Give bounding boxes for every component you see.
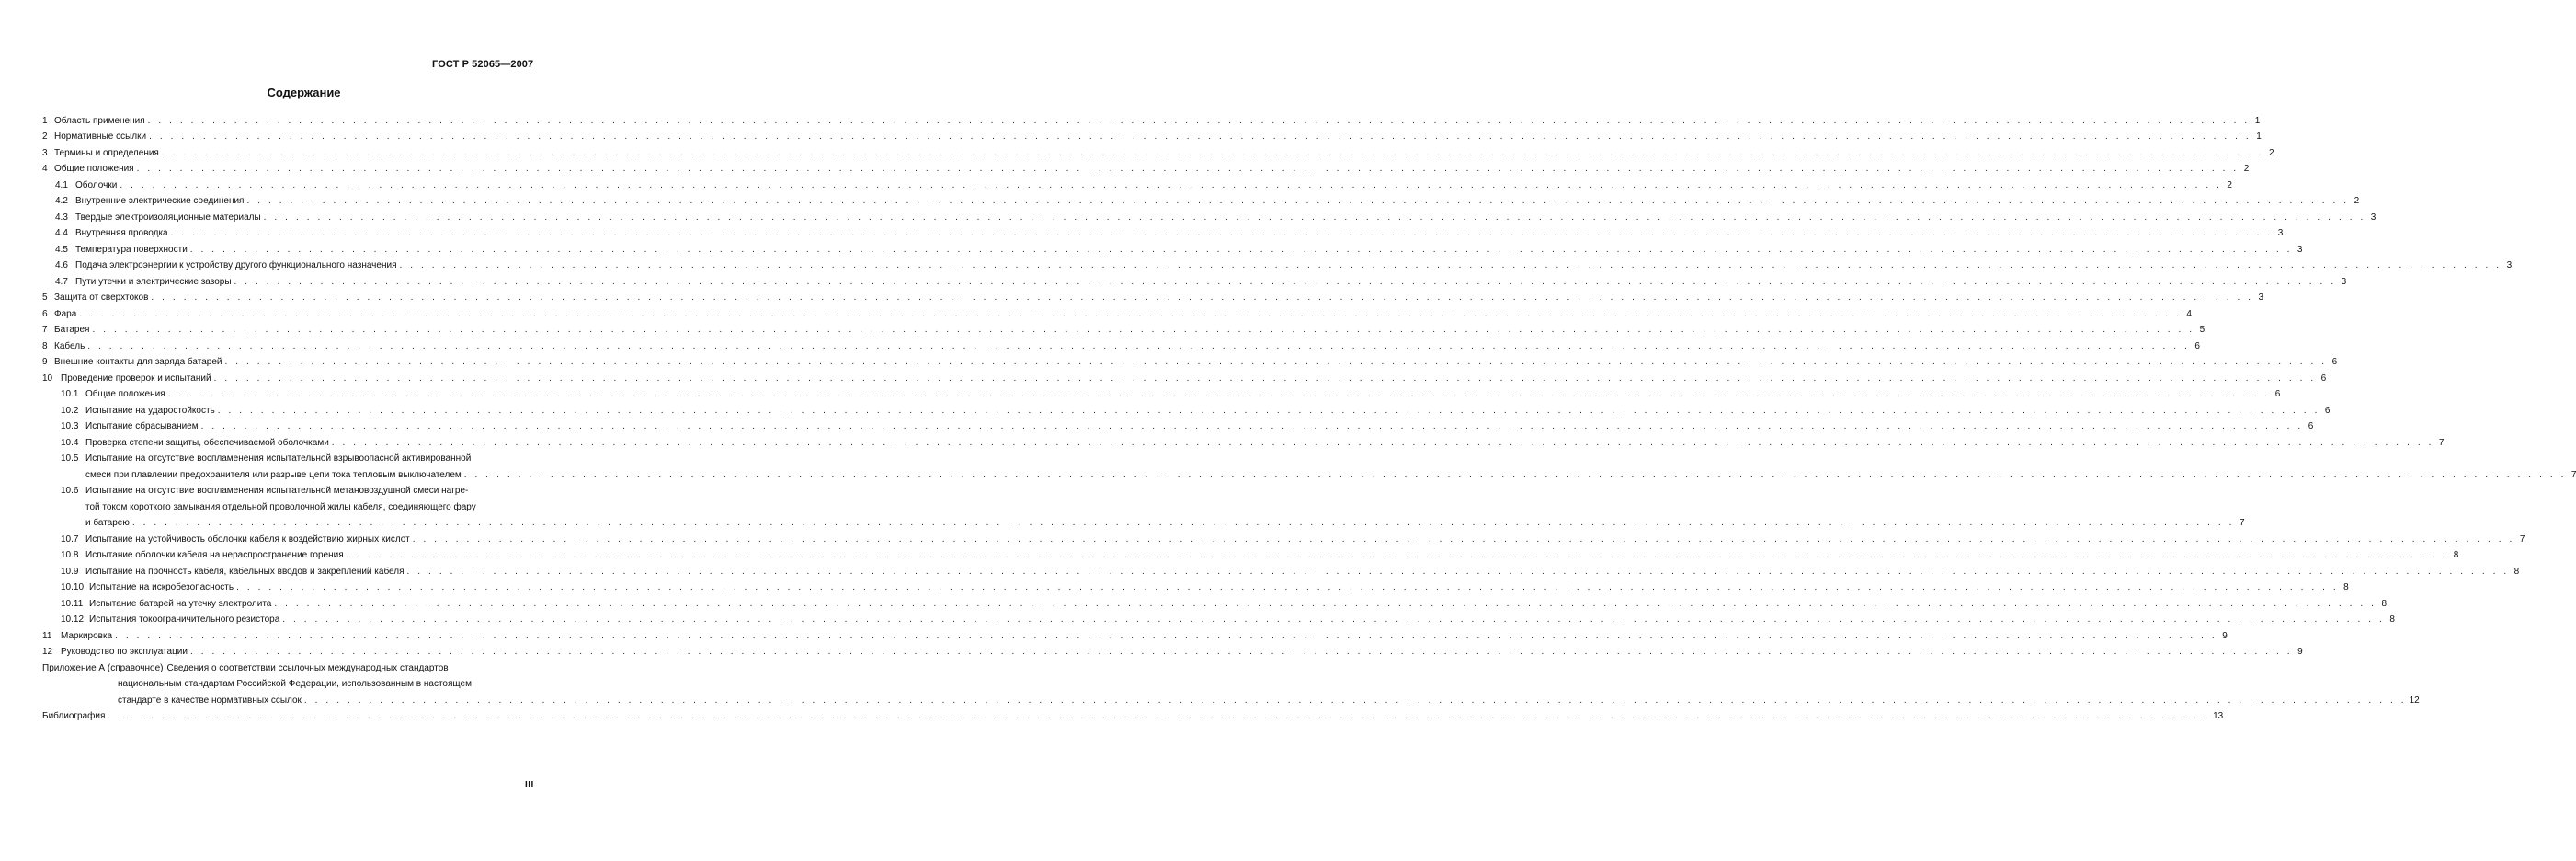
page-number: 3 [2258,293,2264,303]
page-number: 6 [2308,421,2314,431]
dot-leader [92,324,2194,337]
page-number: 6 [2331,357,2338,367]
page-number: 6 [2274,389,2281,399]
toc-entry-appendix-a-continued: национальным стандартам Российской Федерации, использованным в настоящем стандарте в качестве нормативных ссылок . . . 12 [42,675,537,707]
dot-leader [137,163,2240,176]
toc-entry-4-7[interactable]: 4.7 Пути утечки и электрические зазоры . . . 3 [42,272,537,289]
dot-leader [413,534,2515,546]
toc-entry-10-1[interactable]: 10.1 Общие положения . . . 6 [42,385,537,402]
page-number: 1 [2254,115,2261,126]
toc-entry-10-4[interactable]: 10.4 Проверка степени защиты, обеспечиваемой оболочками . . . 7 [42,433,537,450]
folio-page-number: III [525,780,534,790]
dot-leader [218,405,2320,418]
page-number: 2 [2354,196,2360,206]
toc-entry-4-5[interactable]: 4.5 Температура поверхности . . . 3 [42,240,537,257]
page-number: 3 [2277,228,2284,238]
page-number: 8 [2381,598,2388,609]
toc-entry-4-3[interactable]: 4.3 Твердые электроизоляционные материалы . . . 3 [42,208,537,224]
dot-leader [399,259,2502,272]
toc-entry-10-11[interactable]: 10.11 Испытание батарей на утечку электролита . . . 8 [42,594,537,611]
page-number: 3 [2370,212,2377,223]
page-number: 8 [2389,614,2395,625]
toc-entry-9[interactable]: 9 Внешние контакты для заряда батарей . . . 6 [42,353,537,370]
dot-leader [190,646,2293,659]
page-number: 2 [2227,179,2232,190]
page-number: 5 [2199,325,2206,335]
dot-leader [464,469,2567,482]
page-number: 3 [2297,244,2303,255]
toc-entry-3[interactable]: 3 Термины и определения . . . 2 [42,144,537,160]
page-number: 6 [2320,373,2327,384]
toc-entry-7[interactable]: 7 Батарея . . . 5 [42,321,537,338]
page-number: 3 [2506,260,2513,270]
toc-entry-10-6[interactable]: 10.6 Испытание на отсутствие воспламенения испытательной метановоздушной смеси нагре- той током короткого замыкания отдельной проволочной жилы кабеля, соединяющего фару и батарею . . . 7 [42,482,537,531]
toc-entry-bibliography[interactable]: Библиография . . . 13 [42,707,537,724]
dot-leader [120,179,2222,192]
page-number: 12 [2409,695,2420,706]
dot-leader [214,373,2317,385]
page-number: 2 [2268,147,2274,158]
dot-leader [115,630,2217,643]
page-number: 6 [2324,405,2331,416]
toc-entry-2[interactable]: 2 Нормативные ссылки . . . 1 [42,128,537,144]
page-number: 6 [2194,340,2200,351]
page-number: 13 [2213,711,2224,721]
toc-entry-10-7[interactable]: 10.7 Испытание на устойчивость оболочки кабеля к воздействию жирных кислот . . . 7 [42,530,537,546]
page-number: 8 [2513,566,2520,577]
page-number: 8 [2343,582,2349,592]
page-title: Содержание [267,86,341,99]
dot-leader [108,710,2210,723]
toc-entry-10-10[interactable]: 10.10 Испытание на искробезопасность . . . 8 [42,579,537,595]
toc-entry-6[interactable]: 6 Фара . . . 4 [42,304,537,321]
dot-leader [304,695,2407,707]
page-number: 1 [2256,132,2262,142]
toc-entry-1[interactable]: 1 Область применения . . . 1 [42,111,537,128]
toc-entry-10-9[interactable]: 10.9 Испытание на прочность кабеля, кабельных вводов и закреплений кабеля . . . 8 [42,562,537,579]
dot-leader [87,340,2190,353]
toc-entry-10-12[interactable]: 10.12 Испытания токоограничительного резистора . . . 8 [42,611,537,627]
page-number: 7 [2438,437,2445,448]
dot-leader [264,212,2366,224]
toc-entry-4-1[interactable]: 4.1 Оболочки . . . 2 [42,176,537,192]
toc-entry-10-5[interactable]: 10.5 Испытание на отсутствие воспламенения испытательной взрывоопасной активированной смеси при плавлении предохранителя или разрыве цепи тока тепловым выключателем . . . 7 [42,450,537,482]
dot-leader [151,292,2253,304]
page-number: 7 [2519,534,2525,545]
page-number: 4 [2186,308,2192,319]
toc-entry-4[interactable]: 4 Общие положения . . . 2 [42,160,537,177]
page-number: 8 [2453,550,2459,560]
dot-leader [149,131,2251,144]
page-number: 2 [2243,164,2250,174]
dot-leader [332,437,2434,450]
dot-leader [168,388,2271,401]
standard-number: ГОСТ Р 52065—2007 [432,59,534,70]
dot-leader [347,549,2449,562]
toc-entry-10[interactable]: 10 Проведение проверок и испытаний . . . 6 [42,369,537,385]
table-of-contents [42,111,2576,723]
page-number: 9 [2297,647,2303,657]
toc-entry-8[interactable]: 8 Кабель . . . 6 [42,337,537,353]
dot-leader [236,581,2339,594]
dot-leader [274,598,2377,611]
toc-entry-appendix-a[interactable]: Приложение А (справочное) Сведения о соответствии ссылочных международных стандартов [42,662,449,673]
toc-entry-4-4[interactable]: 4.4 Внутренняя проводка . . . 3 [42,224,537,241]
page-number: 3 [2341,276,2347,287]
dot-leader [171,227,2274,240]
dot-leader [282,614,2385,626]
page-number: 7 [2570,469,2576,480]
toc-entry-4-2[interactable]: 4.2 Внутренние электрические соединения . . . 2 [42,192,537,209]
dot-leader [190,244,2293,257]
toc-entry-4-6[interactable]: 4.6 Подача электроэнергии к устройству другого функционального назначения . . . 3 [42,257,537,273]
dot-leader [132,517,2235,530]
dot-leader [162,147,2264,160]
dot-leader [201,420,2304,433]
toc-entry-10-2[interactable]: 10.2 Испытание на ударостойкость . . . 6 [42,401,537,418]
dot-leader [148,115,2251,128]
dot-leader [225,356,2328,369]
dot-leader [79,308,2182,321]
toc-entry-5[interactable]: 5 Защита от сверхтоков . . . 3 [42,289,537,305]
toc-entry-10-3[interactable]: 10.3 Испытание сбрасыванием . . . 6 [42,418,537,434]
dot-leader [234,276,2337,289]
toc-entry-12[interactable]: 12 Руководство по эксплуатации . . . 9 [42,643,537,660]
page-number: 7 [2239,518,2245,528]
dot-leader [407,566,2510,579]
dot-leader [246,195,2349,208]
toc-entry-11[interactable]: 11 Маркировка . . . 9 [42,626,537,643]
page-number: 9 [2222,630,2228,641]
toc-entry-10-8[interactable]: 10.8 Испытание оболочки кабеля на нераспространение горения . . . 8 [42,546,537,563]
